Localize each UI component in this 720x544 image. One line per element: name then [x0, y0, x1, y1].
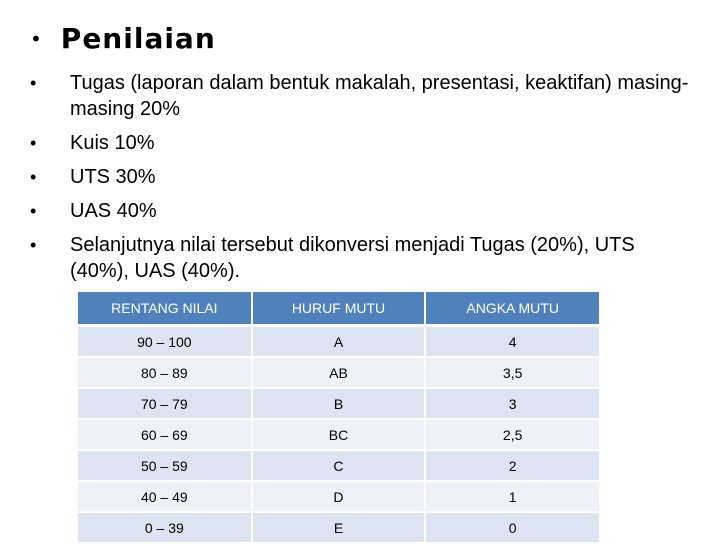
bullet-item [30, 164, 690, 190]
table-cell: 60 – 69 [78, 419, 252, 450]
bullet-icon: • [30, 133, 37, 153]
bullet-text: Tugas (laporan dalam bentuk makalah, presentasi, keaktifan) masing-masing 20% [70, 72, 689, 120]
table-cell: 2 [425, 450, 599, 481]
table-cell: AB [252, 357, 426, 388]
bullet-text: Selanjutnya nilai tersebut dikonversi menjadi Tugas (20%), UTS (40%), UAS (40%). [70, 234, 635, 282]
bullet-list [30, 70, 690, 292]
column-header: RENTANG NILAI [78, 292, 252, 326]
table-cell: 0 [425, 512, 599, 543]
table-cell: C [252, 450, 426, 481]
table-cell: 90 – 100 [78, 326, 252, 358]
slide-title [30, 22, 216, 55]
table-cell: E [252, 512, 426, 543]
grade-table [78, 292, 599, 544]
table-row [78, 326, 599, 358]
column-header: HURUF MUTU [252, 292, 426, 326]
bullet-icon: • [30, 201, 37, 221]
table-cell: 70 – 79 [78, 388, 252, 419]
table-cell: 80 – 89 [78, 357, 252, 388]
table-cell: 0 – 39 [78, 512, 252, 543]
table-cell: B [252, 388, 426, 419]
bullet-item [30, 198, 690, 224]
slide-title-text: Penilaian [60, 22, 216, 55]
bullet-item [30, 232, 690, 284]
table-cell: D [252, 481, 426, 512]
table-cell: 50 – 59 [78, 450, 252, 481]
bullet-text: UTS 30% [70, 166, 156, 188]
bullet-icon: • [30, 235, 37, 255]
table-row [78, 419, 599, 450]
column-header: ANGKA MUTU [425, 292, 599, 326]
table-cell: A [252, 326, 426, 358]
table-row [78, 388, 599, 419]
bullet-text: UAS 40% [70, 200, 157, 222]
bullet-icon: • [30, 26, 43, 51]
table-cell: 2,5 [425, 419, 599, 450]
table-row [78, 450, 599, 481]
table-cell: 40 – 49 [78, 481, 252, 512]
table-row [78, 512, 599, 543]
table-cell: 1 [425, 481, 599, 512]
table-cell: 3,5 [425, 357, 599, 388]
bullet-item [30, 130, 690, 156]
table-cell: 4 [425, 326, 599, 358]
table-cell: 3 [425, 388, 599, 419]
bullet-text: Kuis 10% [70, 132, 155, 154]
bullet-icon: • [30, 167, 37, 187]
bullet-item [30, 70, 690, 122]
table-row [78, 357, 599, 388]
bullet-icon: • [30, 73, 37, 93]
table-cell: BC [252, 419, 426, 450]
table-header-row [78, 292, 599, 326]
table-row [78, 481, 599, 512]
